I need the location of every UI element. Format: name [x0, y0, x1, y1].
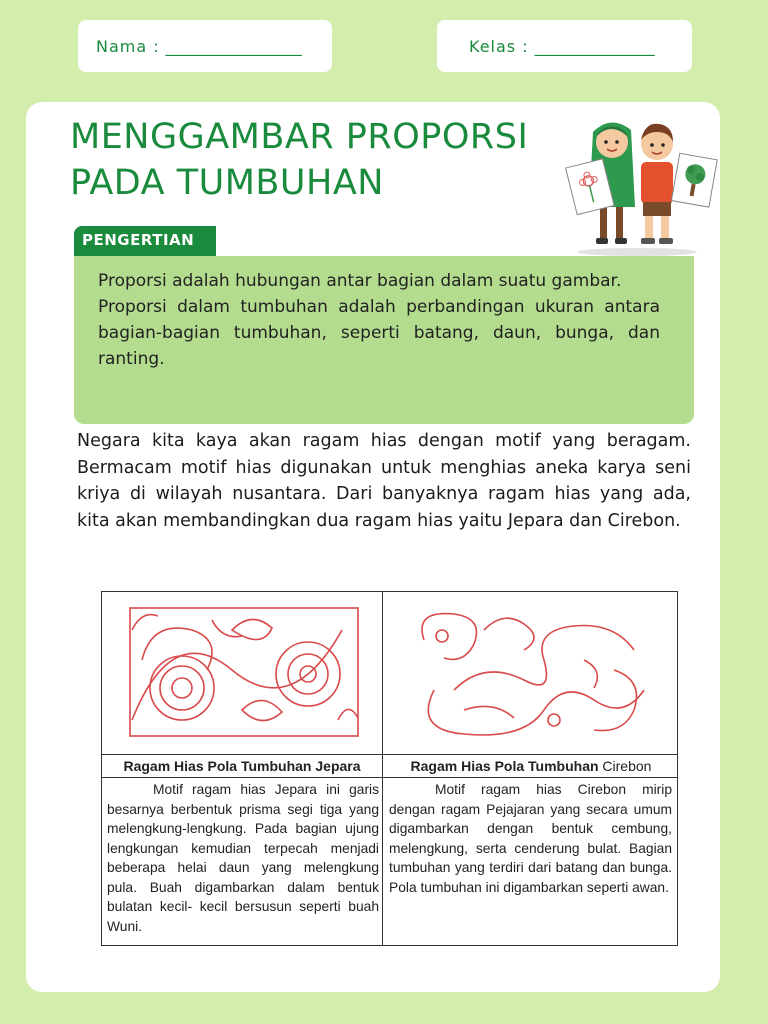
jepara-caption: Ragam Hias Pola Tumbuhan Jepara — [123, 758, 361, 774]
title-line-1: MENGGAMBAR PROPORSI — [70, 117, 529, 157]
motif-comparison-table — [101, 591, 678, 946]
worksheet-card — [26, 102, 720, 992]
class-blank: _______________ — [534, 36, 655, 56]
name-label: Nama : — [96, 36, 160, 56]
definition-box — [74, 256, 694, 424]
definition-text-2: Proporsi dalam tumbuhan adalah perbandingan ukuran antara bagian-bagian tumbuhan, seperti batang, daun, bunga, dan ranting. — [98, 297, 660, 369]
cirebon-caption-main: Ragam Hias Pola Tumbuhan — [410, 758, 599, 774]
name-blank: _________________ — [165, 36, 302, 56]
definition-text-1: Proporsi adalah hubungan antar bagian dalam suatu gambar. — [98, 271, 622, 291]
jepara-description: Motif ragam hias Jepara ini garis besarnya berbentuk prisma segi tiga yang melengkung-lengkung. Pada bagian ujung lengkungan kemudian terpecah menjadi beberapa helai daun yang melengkung pula. Buah digambarkan dalam bentuk bulatan kecil- kecil bersusun seperti buah Wuni. — [107, 782, 379, 934]
class-label: Kelas : — [469, 36, 529, 56]
intro-paragraph: Negara kita kaya akan ragam hias dengan motif yang beragam. Bermacam motif hias digunakan untuk menghias aneka karya seni kriya di wilayah nusantara. Dari banyaknya ragam hias yang ada, kita akan membandingkan dua ragam hias yaitu Jepara dan Cirebon. — [77, 431, 691, 531]
table-divider-caption — [102, 754, 677, 755]
children-holding-drawings-illustration — [553, 112, 721, 257]
name-field[interactable] — [78, 20, 332, 72]
cirebon-description: Motif ragam hias Cirebon mirip dengan ragam Pejajaran yang secara umum digambarkan dengan bentuk cembung, melengkung, serta cenderung bulat. Bagian tumbuhan yang terdiri dari batang dan bunga. Pola tumbuhan ini digambarkan seperti awan. — [389, 782, 672, 895]
cirebon-motif-image — [394, 600, 656, 748]
class-field[interactable] — [437, 20, 692, 72]
title-line-2: PADA TUMBUHAN — [70, 163, 384, 203]
cirebon-caption-suffix: Cirebon — [602, 758, 652, 774]
definition-tag: PENGERTIAN — [74, 226, 216, 256]
jepara-motif-image — [112, 600, 374, 748]
cirebon-caption — [383, 758, 679, 778]
definition-text — [98, 268, 660, 372]
page-title — [70, 114, 528, 206]
